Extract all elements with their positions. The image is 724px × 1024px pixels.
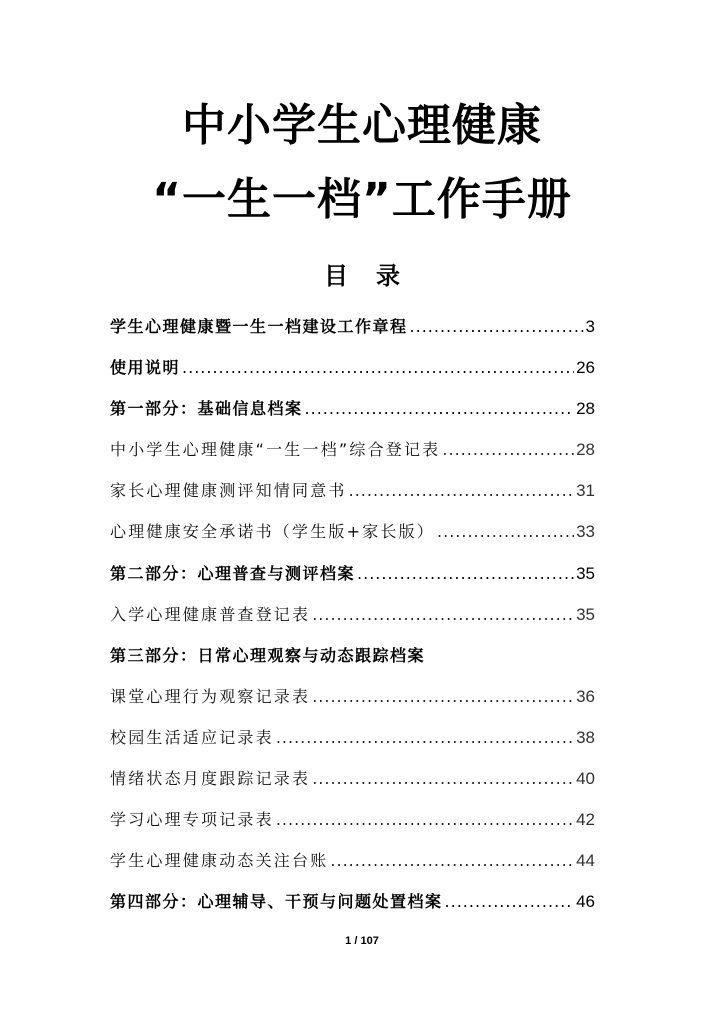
toc-dot-leader <box>437 511 574 552</box>
toc-entry-page: 35 <box>576 604 595 624</box>
document-title-line-1: 中小学生心理健康 <box>182 100 542 151</box>
toc-dot-leader <box>312 594 574 635</box>
toc-entry-title: 学习心理专项记录表 <box>110 810 274 830</box>
toc-entry-page: 38 <box>576 727 595 747</box>
toc-dot-leader <box>305 388 575 429</box>
toc-entry-page: 40 <box>576 769 595 789</box>
toc-entry[interactable] <box>110 553 595 594</box>
toc-dot-leader <box>357 553 574 594</box>
toc-entry-title: 第三部分：日常心理观察与动态跟踪档案 <box>110 645 426 665</box>
toc-dot-leader <box>410 306 584 347</box>
toc-entry-title: 心理健康安全承诺书（学生版+家长版） <box>110 522 436 542</box>
page-indicator: 1 / 107 <box>345 935 379 947</box>
toc-entry[interactable] <box>110 511 595 552</box>
toc-entry[interactable] <box>110 470 595 511</box>
toc-dot-leader <box>330 840 574 881</box>
toc-entry-page: 42 <box>576 810 595 830</box>
table-of-contents <box>110 306 595 922</box>
toc-dot-leader <box>276 717 574 758</box>
toc-entry-title: 中小学生心理健康“一生一档”综合登记表 <box>110 440 441 460</box>
toc-entry-page: 3 <box>585 317 595 336</box>
document-title-line-2: “一生一档”工作手册 <box>152 174 572 225</box>
toc-entry[interactable] <box>110 347 595 388</box>
toc-entry-title: 学生心理健康动态关注台账 <box>110 851 329 871</box>
toc-entry-title: 校园生活适应记录表 <box>110 727 274 747</box>
toc-entry-title: 第二部分：心理普查与测评档案 <box>110 563 356 583</box>
toc-entry-title: 入学心理健康普查登记表 <box>110 604 311 624</box>
toc-entry[interactable] <box>110 758 595 799</box>
toc-entry-page: 31 <box>576 481 595 501</box>
toc-entry-page: 46 <box>576 892 595 912</box>
toc-entry-title: 第一部分：基础信息档案 <box>110 399 303 419</box>
toc-entry-page: 28 <box>576 399 595 419</box>
toc-dot-leader <box>312 676 574 717</box>
toc-entry[interactable] <box>110 429 595 470</box>
toc-entry-title: 第四部分：心理辅导、干预与问题处置档案 <box>110 892 443 912</box>
toc-entry-title: 情绪状态月度跟踪记录表 <box>110 769 311 789</box>
toc-entry-page: 28 <box>576 440 595 460</box>
toc-entry[interactable] <box>110 840 595 881</box>
toc-entry-page: 33 <box>576 522 595 542</box>
toc-dot-leader <box>445 881 575 922</box>
toc-entry[interactable] <box>110 881 595 922</box>
toc-entry[interactable] <box>110 306 595 347</box>
toc-dot-leader <box>276 799 574 840</box>
toc-entry[interactable] <box>110 635 595 676</box>
toc-entry-page: 36 <box>576 686 595 706</box>
toc-dot-leader <box>182 347 574 388</box>
toc-entry[interactable] <box>110 799 595 840</box>
toc-entry[interactable] <box>110 717 595 758</box>
toc-entry[interactable] <box>110 594 595 635</box>
toc-entry[interactable] <box>110 388 595 429</box>
toc-entry[interactable] <box>110 676 595 717</box>
toc-entry-page: 35 <box>576 563 595 583</box>
toc-heading: 目录 <box>324 262 428 290</box>
toc-entry-title: 家长心理健康测评知情同意书 <box>110 481 347 501</box>
toc-entry-title: 学生心理健康暨一生一档建设工作章程 <box>110 317 408 336</box>
toc-dot-leader <box>442 429 574 470</box>
toc-dot-leader <box>349 470 574 511</box>
toc-entry-title: 使用说明 <box>110 358 181 378</box>
toc-entry-page: 44 <box>576 851 595 871</box>
toc-entry-title: 课堂心理行为观察记录表 <box>110 686 311 706</box>
toc-entry-page: 26 <box>576 358 595 378</box>
toc-dot-leader <box>312 758 574 799</box>
